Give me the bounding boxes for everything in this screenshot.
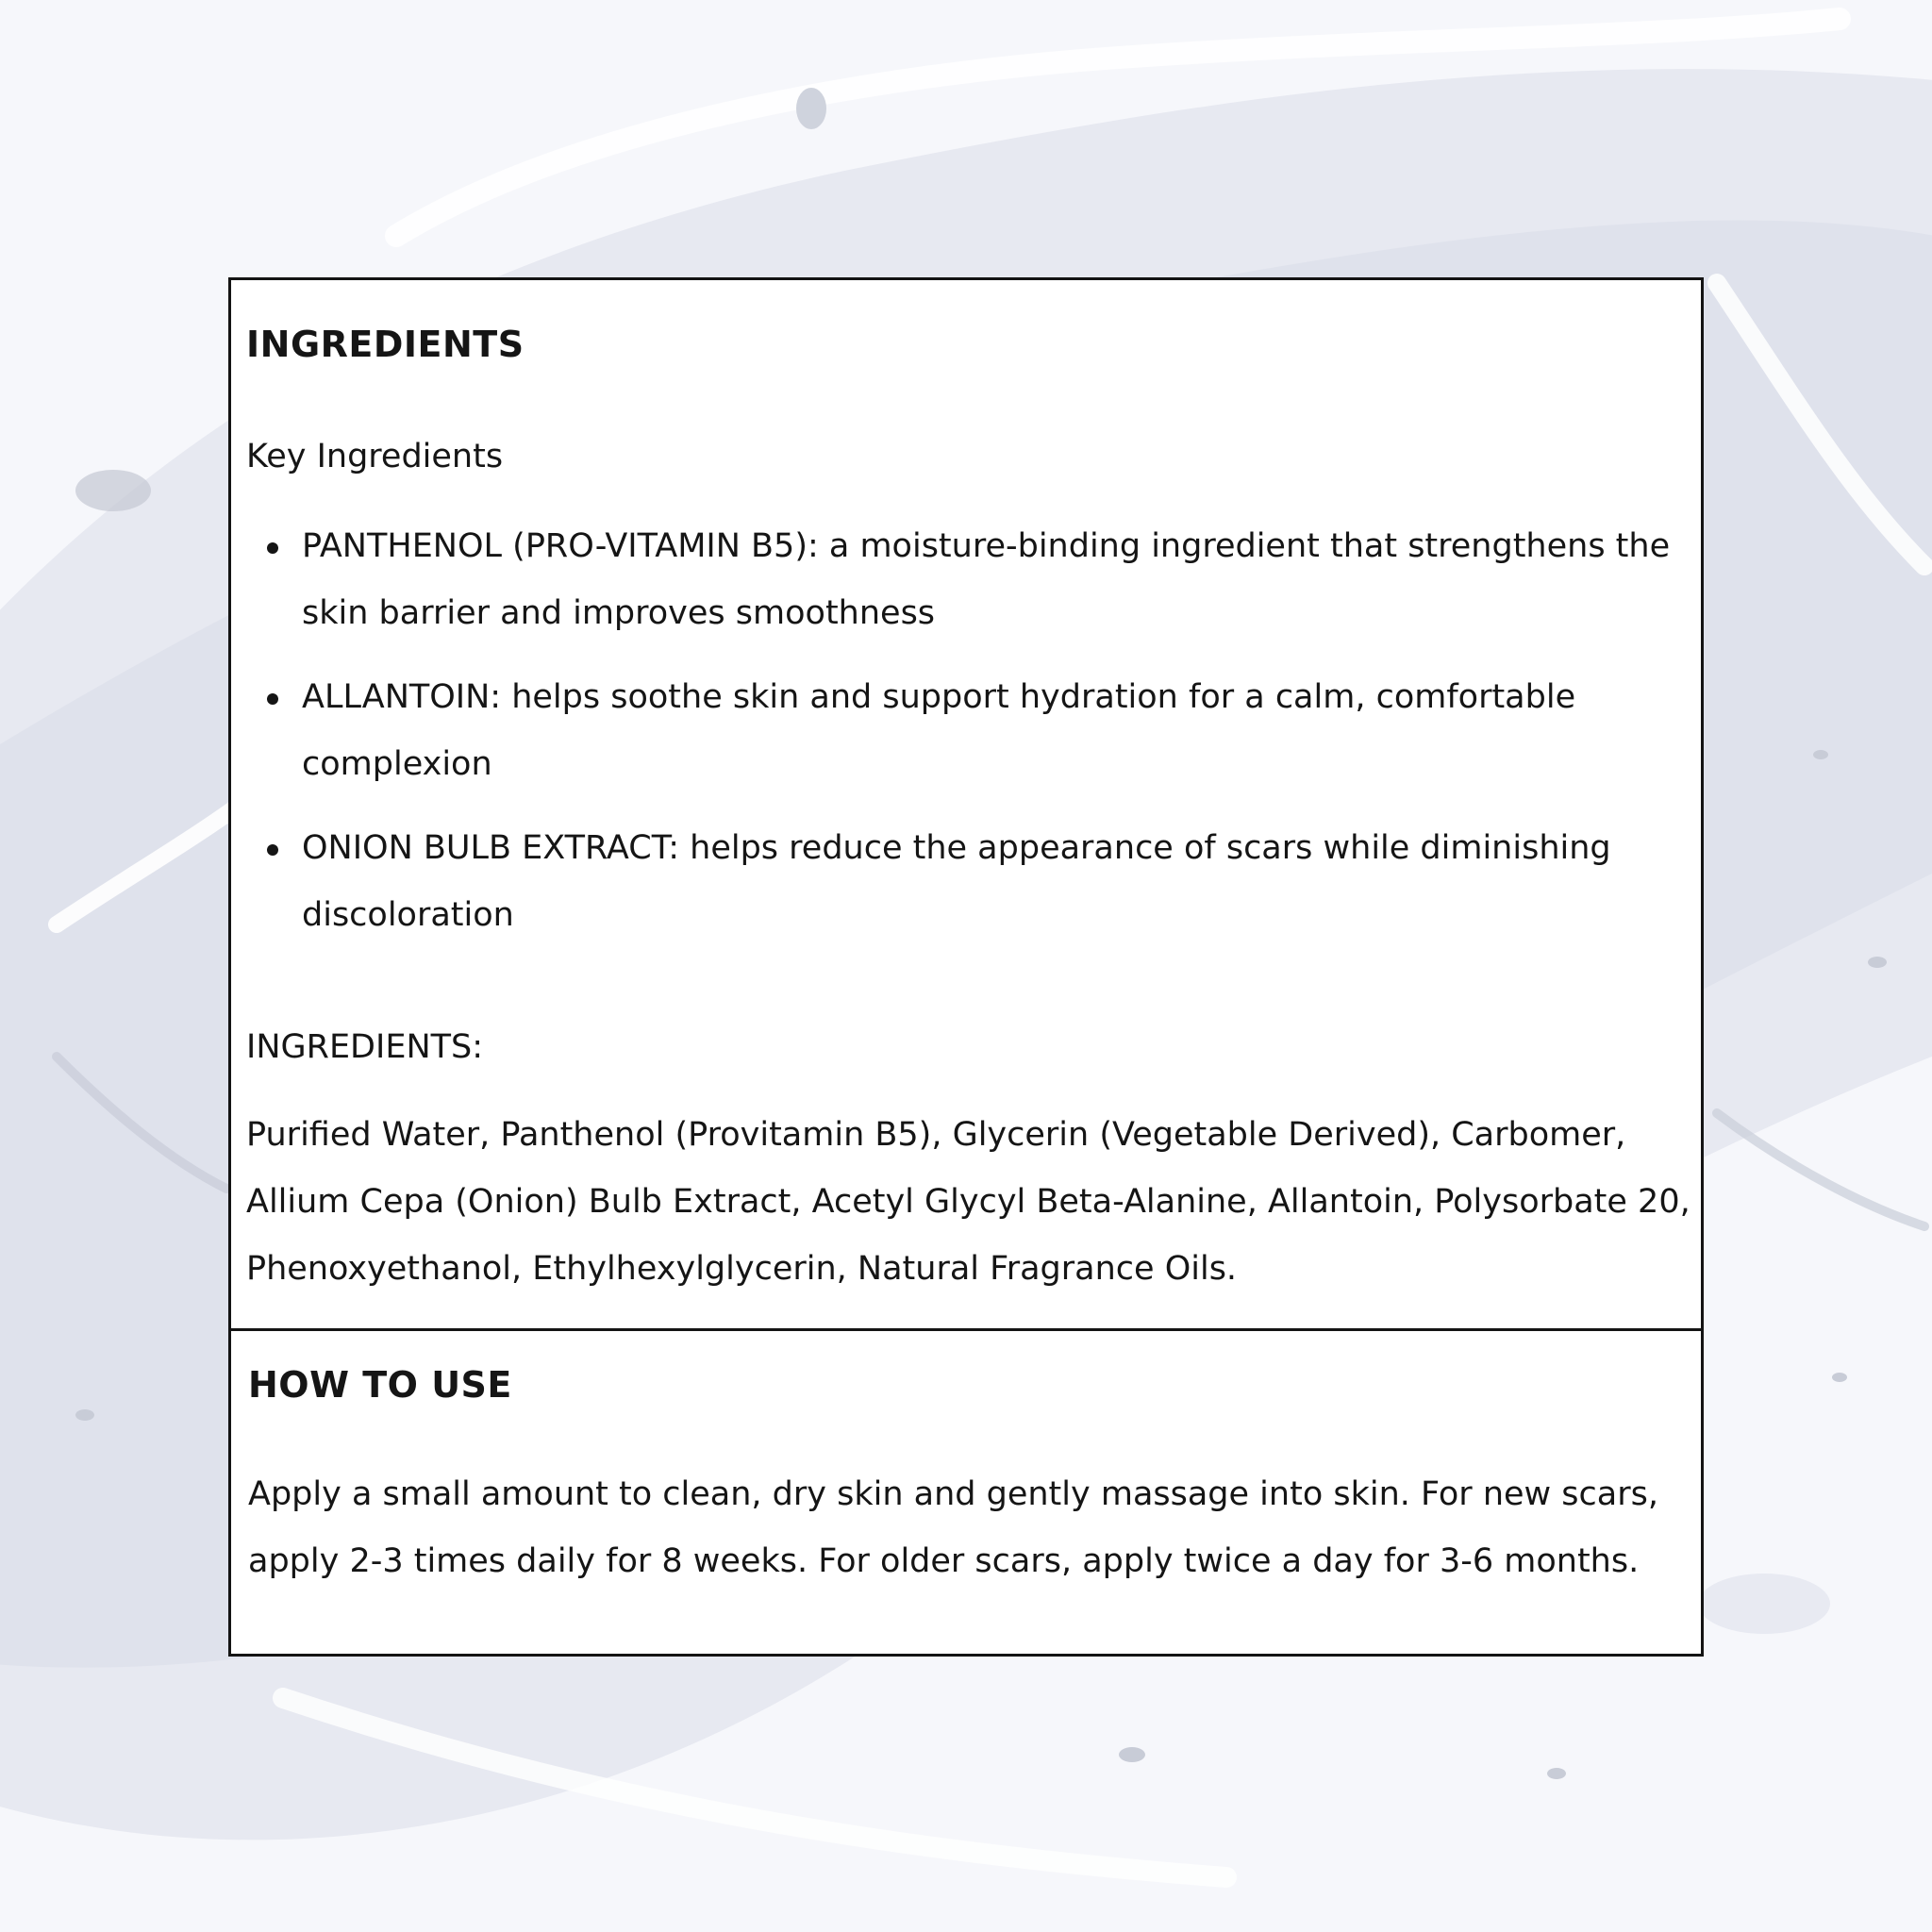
how-to-use-instructions: Apply a small amount to clean, dry skin and gently massage into skin. For new scars, apply 2-3 times daily for 8 weeks. For older scars, apply twice a day for 3-6 months. <box>248 1475 1658 1580</box>
bullet-icon <box>267 693 278 705</box>
key-ingredients-label: Key Ingredients <box>246 438 504 475</box>
full-ingredients-list: Purified Water, Panthenol (Provitamin B5), Glycerin (Vegetable Derived), Carbomer, Allium Cepa (Onion) Bulb Extract, Acetyl Glycyl Beta-Alanine, Allantoin, Polysorbate 20, Phenoxyethanol, Ethylhexylglycerin, Natural Fragrance Oils. <box>246 1116 1690 1288</box>
list-item <box>248 664 1682 798</box>
key-ingredient-text: ONION BULB EXTRACT: helps reduce the appearance of scars while diminishing discoloration <box>302 829 1611 934</box>
ingredients-section <box>231 280 1701 1328</box>
list-item <box>248 815 1682 949</box>
key-ingredients-list <box>248 513 1682 966</box>
product-info-panel <box>228 277 1704 1657</box>
how-to-use-section <box>231 1331 1701 1654</box>
key-ingredient-text: ALLANTOIN: helps soothe skin and support hydration for a calm, comfortable complexion <box>302 678 1576 783</box>
bullet-icon <box>267 542 278 554</box>
list-item <box>248 513 1682 647</box>
how-to-use-heading: HOW TO USE <box>248 1364 512 1406</box>
key-ingredient-text: PANTHENOL (PRO-VITAMIN B5): a moisture-binding ingredient that strengthens the skin barrier and improves smoothness <box>302 527 1671 632</box>
ingredients-heading: INGREDIENTS <box>246 324 525 365</box>
bullet-icon <box>267 844 278 856</box>
full-ingredients-label: INGREDIENTS: <box>246 1028 484 1066</box>
